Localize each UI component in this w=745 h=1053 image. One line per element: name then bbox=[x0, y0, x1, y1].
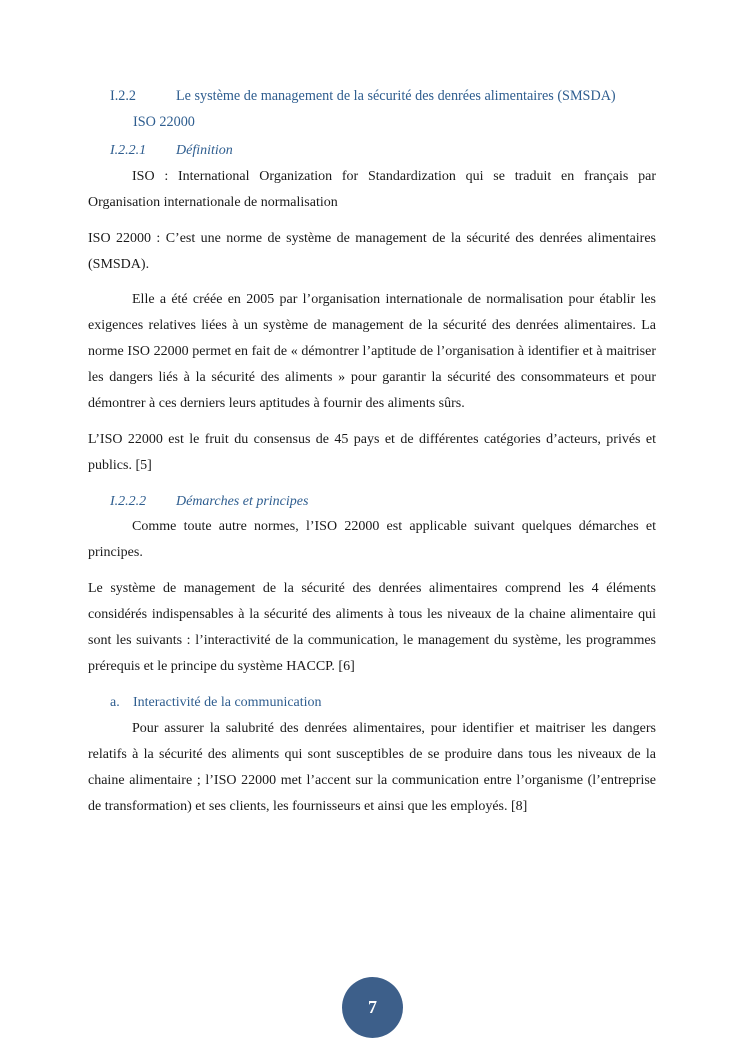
section-heading bbox=[110, 88, 616, 105]
section-title: Le système de management de la sécurité des denrées alimentaires (SMSDA) bbox=[176, 88, 616, 104]
list-marker: a. bbox=[110, 695, 120, 710]
list-item-title: Interactivité de la communication bbox=[133, 695, 322, 710]
subsection-number: I.2.2.2 bbox=[110, 494, 147, 509]
subsection-heading-demarches bbox=[110, 494, 308, 510]
subsection-title: Définition bbox=[176, 143, 233, 158]
subsection-number: I.2.2.1 bbox=[110, 143, 147, 158]
list-item-heading bbox=[110, 695, 322, 711]
paragraph: L’ISO 22000 est le fruit du consensus de 45 pays et de différentes catégories d’acteurs, privés et publics. [5] bbox=[88, 432, 656, 473]
paragraph: ISO 22000 : C’est une norme de système de management de la sécurité des denrées alimentaires (SMSDA). bbox=[88, 231, 656, 272]
paragraph: Le système de management de la sécurité des denrées alimentaires comprend les 4 éléments considérés indispensables à la sécurité des aliments à tous les niveaux de la chaine alimentaire qui sont les suivants : l’interactivité de la communication, le management du système, les programmes prérequis et le principe du système HACCP. [6] bbox=[88, 581, 656, 674]
subsection-title: Démarches et principes bbox=[176, 494, 309, 509]
page-number-badge: 7 bbox=[342, 977, 403, 1038]
paragraph: Elle a été créée en 2005 par l’organisation internationale de normalisation pour établir les exigences relatives liées à un système de management de la sécurité des denrées alimentaires. La norme ISO 22000 permet en fait de « démontrer l’aptitude de l’organisation à identifier et à maitriser les dangers liés à la sécurité des aliments » pour garantir la sécurité des consommateurs et pour démontrer à ces derniers leurs aptitudes à fournir des aliments sûrs. bbox=[88, 292, 656, 411]
section-number: I.2.2 bbox=[110, 88, 137, 104]
paragraph: Comme toute autre normes, l’ISO 22000 est applicable suivant quelques démarches et principes. bbox=[88, 519, 656, 560]
section-title-continued: ISO 22000 bbox=[133, 114, 195, 130]
subsection-heading-definition bbox=[110, 143, 233, 159]
paragraph: Pour assurer la salubrité des denrées alimentaires, pour identifier et maitriser les dangers relatifs à la sécurité des aliments qui sont susceptibles de se produire dans tous les niveaux de la chaine alimentaire ; l’ISO 22000 met l’accent sur la communication entre l’organisme (l’entreprise de transformation) et ses clients, les fournisseurs et ainsi que les employés. [8] bbox=[88, 721, 656, 814]
paragraph: ISO : International Organization for Standardization qui se traduit en français par Organisation internationale de normalisation bbox=[88, 169, 656, 210]
